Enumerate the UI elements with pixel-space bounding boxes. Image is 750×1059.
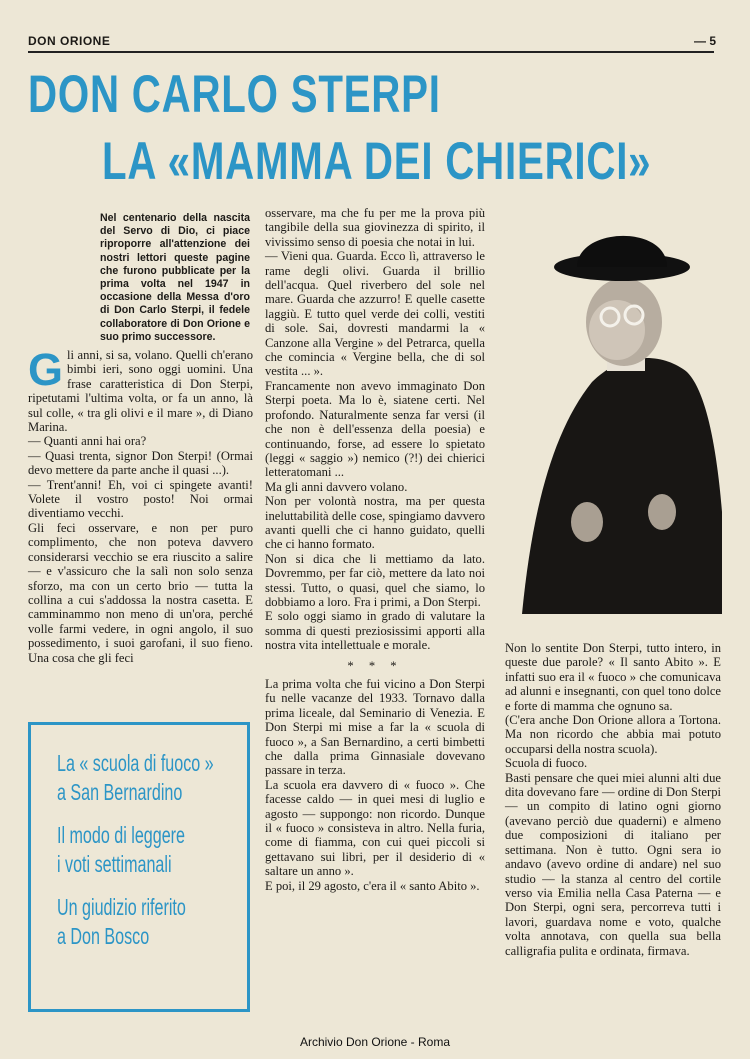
box-item-2-line2: i voti settimanali: [57, 851, 172, 877]
page-number: — 5: [694, 34, 717, 48]
section-separator: * * *: [347, 658, 403, 673]
box-item-1-line1: La « scuola di fuoco »: [57, 750, 214, 776]
intro-paragraph: Nel centenario della nascita del Servo di Dio, ci piace riproporre all'attenzione dei nostri lettori queste pagine che furono pubblicate per la prima volta nel 1947 in occasione della Messa d'oro di Don Carlo Sterpi, il fedele collaboratore di Don Orione e suo primo successore.: [100, 212, 250, 343]
column-2: [265, 206, 485, 893]
contents-box: [28, 722, 250, 1012]
drop-cap: G: [28, 344, 64, 395]
column-1-text: li anni, si sa, volano. Quelli ch'erano bimbi ieri, sono oggi uomini. Una frase caratteristica di Don Sterpi, ripetutami l'ultima volta, or fa un anno, là sul colle, « tra gli olivi e il mare », di Diano Marina. — Quanti anni hai ora? — Quasi trenta, signor Don Sterpi! (Ormai devo mettere da parte anche il quasi ...). — Trent'anni! Eh, voi ci spingete avanti! Volete il vostro posto! Noi ormai diventiamo vecchi. Gli feci osservare, e non per puro complimento, che non poteva davvero considerarsi vecchio se era riuscito a salire — e v'assicuro che la salì non solo senza sforzo, ma con un certo brio — tutta la collina a cui s'addossa la nostra casetta. E camminammo non meno di un'ora, perché volle farmi vedere, in ogni angolo, il suo possedimento, i suoi garofani, il suo fieno. Una cosa che gli feci: [28, 348, 253, 665]
column-3-text: Non lo sentite Don Sterpi, tutto intero, in queste due parole? « Il santo Abito ». E infatti suo era il « fuoco » che comunicava ad alunni e insegnanti, con quel tono dolce e forte di mamma che ognuno sa. (C'era anche Don Orione allora a Tortona. Ma non ricordo che abbia mai potuto occuparsi della nostra scuola). Scuola di fuoco. Basti pensare che quei miei alunni alti due dita dovevano fare — ordine di Don Sterpi — un compito di latino ogni giorno (avevano perciò due quaderni) e almeno due composizioni di italiano per settimana. Non è tutto. Ogni sera io andavo (avevo ordine di andare) nel suo studio — la stanza al centro del cortile verso via Emilia nella Casa Paterna — e Don Sterpi, ogni sera, percorreva tutti i lavori, guardava nome e voto, qualche volta annotava, con quella sua bella calligrafia pulita e ordinata, firmava.: [505, 641, 721, 958]
header-divider: [28, 51, 714, 53]
column-2-text: osservare, ma che fu per me la prova più tangibile della sua giovinezza di spirito, il vivissimo senso di poesia che notai in lui. — Vieni qua. Guarda. Ecco lì, attraverso le rame degli olivi. Guarda il brillio dell'acqua. Quel riverbero del sole nel mare. Guarda che azzurro! E quelle casette laggiù. E tutto quel verde dei colli, vestiti di sole. Sai, dovresti mandarmi la « Canzone alla Vergine » del Petrarca, quella che comincia « Vergine bella, che di sol vestita ... ». Francamente non avevo immaginato Don Sterpi poeta. Ma lo è, siatene certi. Nel profondo. Naturalmente senza far versi (il che non è dell'essenza della poesia) e continuando, forse, ad essere lo spietato (leggi « saggio ») nemico (?!) dei chierici letteratomani ... Ma gli anni davvero volano. Non per volontà nostra, ma per questa ineluttabilità delle cose, spingiamo davvero avanti quelli che ci hanno guidato, quelli che ci hanno formato. Non si dica che li mettiamo da lato. Dovremmo, per far ciò, mettere da lato noi stessi. Tutto, o quasi, quel che siamo, lo dobbiamo a loro. Fra i primi, a Don Sterpi. E solo oggi siamo in grado di valutare la somma di questi preziosissimi apporti alla nostra vita intellettuale e morale.: [265, 206, 485, 653]
article-title-line1: DON CARLO STERPI: [28, 65, 441, 124]
archive-footer: Archivio Don Orione - Roma: [299, 1035, 451, 1049]
column-2-text-after: La prima volta che fui vicino a Don Sterpi fu nelle vacanze del 1933. Tornavo dalla prima liceale, dal Seminario di Venezia. E Don Sterpi mi mise a far la « scuola di fuoco », a San Bernardino, a certi bimbetti che dalla prima Ginnasiale dovevano passare in terza. La scuola era davvero di « fuoco ». Che facesse caldo — in quei mesi di luglio e agosto — suppongo: non ricordo. Dunque il « fuoco » consisteva in altro. Nella furia, come di fiamma, con cui quei piccoli si gettavano sui libri, per il desiderio di « saltare un anno ». E poi, il 29 agosto, c'era il « santo Abito ».: [265, 677, 485, 893]
article-title-line2: LA «MAMMA DEI CHIERICI»: [102, 132, 652, 191]
box-item-1-line2: a San Bernardino: [57, 779, 183, 805]
box-item-2-line1: Il modo di leggere: [57, 822, 185, 848]
magazine-name: DON ORIONE: [28, 34, 111, 48]
box-item-3-line1: Un giudizio riferito: [57, 894, 186, 920]
column-1: [28, 344, 253, 665]
column-3: [505, 641, 721, 958]
box-item-3-line2: a Don Bosco: [57, 923, 150, 949]
portrait-photo: [512, 212, 722, 614]
